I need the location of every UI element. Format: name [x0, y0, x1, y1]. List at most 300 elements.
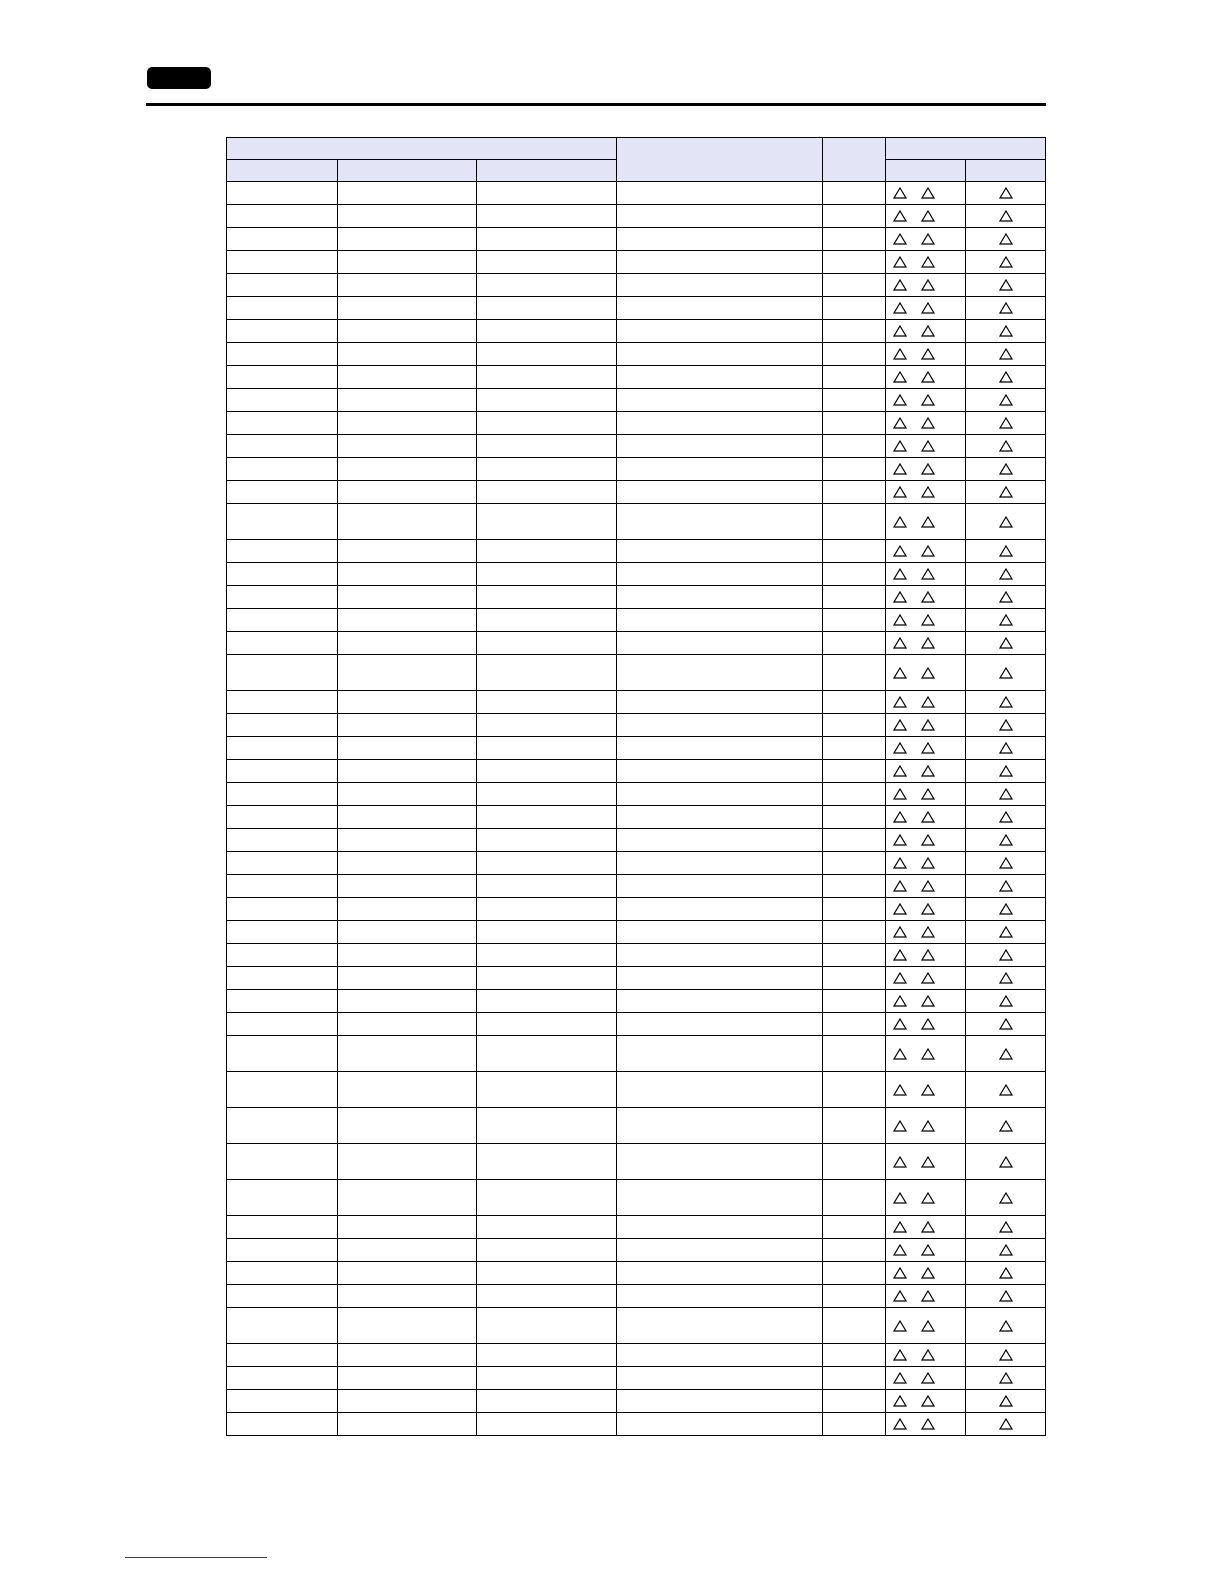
- table-body: [227, 182, 1046, 1436]
- table-cell: [823, 1413, 886, 1436]
- marker-cell: [886, 967, 966, 990]
- triangle-icon: [921, 834, 935, 846]
- table-cell: [823, 1180, 886, 1216]
- table-row: [227, 632, 1046, 655]
- table-cell: [477, 655, 617, 691]
- marker-cell: [886, 343, 966, 366]
- triangle-icon: [999, 903, 1013, 915]
- triangle-icon: [893, 233, 907, 245]
- table-cell: [617, 714, 823, 737]
- table-cell: [227, 320, 338, 343]
- triangle-icon: [921, 719, 935, 731]
- table-cell: [338, 921, 477, 944]
- table-cell: [477, 366, 617, 389]
- table-cell: [617, 182, 823, 205]
- triangle-icon: [893, 834, 907, 846]
- triangle-icon: [921, 371, 935, 383]
- triangle-icon: [921, 811, 935, 823]
- marker-cell: [886, 1072, 966, 1108]
- table-cell: [823, 1216, 886, 1239]
- table-row: [227, 655, 1046, 691]
- table-cell: [823, 1072, 886, 1108]
- table-cell: [617, 1413, 823, 1436]
- table-cell: [823, 1239, 886, 1262]
- table-cell: [823, 852, 886, 875]
- table-cell: [823, 458, 886, 481]
- table-cell: [227, 875, 338, 898]
- table-cell: [227, 1308, 338, 1344]
- table-cell: [477, 609, 617, 632]
- marker-cell: [966, 274, 1046, 297]
- triangle-icon: [893, 1395, 907, 1407]
- triangle-icon: [921, 1120, 935, 1132]
- marker-cell: [966, 1285, 1046, 1308]
- triangle-icon: [893, 1221, 907, 1233]
- triangle-icon: [999, 1221, 1013, 1233]
- table-cell: [477, 320, 617, 343]
- table-cell: [338, 1180, 477, 1216]
- table-cell: [823, 251, 886, 274]
- table-cell: [338, 586, 477, 609]
- table-cell: [823, 1367, 886, 1390]
- table-cell: [227, 586, 338, 609]
- marker-cell: [966, 182, 1046, 205]
- table-cell: [617, 691, 823, 714]
- table-cell: [338, 251, 477, 274]
- table-cell: [227, 967, 338, 990]
- table-cell: [823, 228, 886, 251]
- table-cell: [823, 563, 886, 586]
- triangle-icon: [999, 417, 1013, 429]
- table-row: [227, 829, 1046, 852]
- triangle-icon: [921, 463, 935, 475]
- triangle-icon: [893, 949, 907, 961]
- table-cell: [617, 829, 823, 852]
- marker-cell: [966, 1262, 1046, 1285]
- marker-cell: [886, 540, 966, 563]
- table-cell: [477, 274, 617, 297]
- marker-cell: [886, 760, 966, 783]
- table-row: [227, 1013, 1046, 1036]
- table-cell: [823, 783, 886, 806]
- triangle-icon: [999, 463, 1013, 475]
- triangle-icon: [893, 1267, 907, 1279]
- table-row: [227, 1390, 1046, 1413]
- triangle-icon: [893, 1372, 907, 1384]
- table-cell: [338, 1367, 477, 1390]
- marker-cell: [966, 921, 1046, 944]
- table-row: [227, 875, 1046, 898]
- table-cell: [617, 274, 823, 297]
- table-cell: [823, 481, 886, 504]
- table-row: [227, 412, 1046, 435]
- triangle-icon: [999, 1084, 1013, 1096]
- table-cell: [823, 714, 886, 737]
- table-cell: [227, 714, 338, 737]
- table-cell: [823, 760, 886, 783]
- table-cell: [823, 1308, 886, 1344]
- table-cell: [227, 412, 338, 435]
- marker-cell: [966, 586, 1046, 609]
- marker-cell: [966, 1108, 1046, 1144]
- table-cell: [617, 481, 823, 504]
- marker-cell: [966, 1013, 1046, 1036]
- triangle-icon: [999, 972, 1013, 984]
- triangle-icon: [921, 1395, 935, 1407]
- table-cell: [823, 389, 886, 412]
- triangle-icon: [921, 1221, 935, 1233]
- triangle-icon: [893, 394, 907, 406]
- triangle-icon: [999, 765, 1013, 777]
- table-cell: [477, 435, 617, 458]
- table-cell: [227, 1413, 338, 1436]
- marker-cell: [966, 1390, 1046, 1413]
- triangle-icon: [999, 742, 1013, 754]
- table-row: [227, 1285, 1046, 1308]
- triangle-icon: [921, 1418, 935, 1430]
- triangle-icon: [999, 1048, 1013, 1060]
- triangle-icon: [999, 614, 1013, 626]
- table-cell: [477, 458, 617, 481]
- triangle-icon: [999, 486, 1013, 498]
- table-row: [227, 343, 1046, 366]
- table-cell: [227, 481, 338, 504]
- table-cell: [477, 714, 617, 737]
- marker-cell: [966, 320, 1046, 343]
- header-group-a: [227, 138, 617, 160]
- table-cell: [617, 1262, 823, 1285]
- table-cell: [338, 228, 477, 251]
- triangle-icon: [999, 1372, 1013, 1384]
- marker-cell: [966, 389, 1046, 412]
- triangle-icon: [999, 440, 1013, 452]
- table-cell: [617, 967, 823, 990]
- triangle-icon: [999, 1418, 1013, 1430]
- table-cell: [227, 1367, 338, 1390]
- table-cell: [227, 898, 338, 921]
- table-row: [227, 1108, 1046, 1144]
- triangle-icon: [893, 1192, 907, 1204]
- marker-cell: [966, 251, 1046, 274]
- table-cell: [477, 691, 617, 714]
- marker-cell: [966, 714, 1046, 737]
- chapter-tab: [147, 67, 211, 89]
- table-cell: [617, 1180, 823, 1216]
- triangle-icon: [999, 834, 1013, 846]
- marker-cell: [966, 343, 1046, 366]
- triangle-icon: [999, 591, 1013, 603]
- table-cell: [823, 875, 886, 898]
- table-cell: [338, 205, 477, 228]
- table-row: [227, 389, 1046, 412]
- triangle-icon: [999, 1395, 1013, 1407]
- marker-cell: [886, 875, 966, 898]
- table-row: [227, 737, 1046, 760]
- table-cell: [227, 783, 338, 806]
- triangle-icon: [893, 1120, 907, 1132]
- table-row: [227, 458, 1046, 481]
- triangle-icon: [893, 765, 907, 777]
- table-cell: [477, 1344, 617, 1367]
- triangle-icon: [893, 325, 907, 337]
- triangle-icon: [999, 1156, 1013, 1168]
- triangle-icon: [999, 637, 1013, 649]
- table-cell: [227, 1108, 338, 1144]
- marker-cell: [886, 1308, 966, 1344]
- marker-cell: [886, 1144, 966, 1180]
- triangle-icon: [999, 995, 1013, 1007]
- table-cell: [227, 1239, 338, 1262]
- marker-cell: [966, 366, 1046, 389]
- table-cell: [823, 944, 886, 967]
- marker-cell: [886, 458, 966, 481]
- header-sub-2: [338, 160, 477, 182]
- triangle-icon: [921, 210, 935, 222]
- table-cell: [227, 182, 338, 205]
- table-row: [227, 1072, 1046, 1108]
- triangle-icon: [999, 1290, 1013, 1302]
- table-cell: [227, 990, 338, 1013]
- table-cell: [227, 1072, 338, 1108]
- table-row: [227, 274, 1046, 297]
- table-cell: [477, 944, 617, 967]
- table-cell: [227, 852, 338, 875]
- triangle-icon: [893, 719, 907, 731]
- marker-cell: [966, 1144, 1046, 1180]
- header-sub-4: [886, 160, 966, 182]
- table-cell: [617, 540, 823, 563]
- table-cell: [477, 1072, 617, 1108]
- table-cell: [617, 205, 823, 228]
- table-cell: [338, 1344, 477, 1367]
- triangle-icon: [921, 1244, 935, 1256]
- marker-cell: [886, 737, 966, 760]
- table-cell: [338, 435, 477, 458]
- marker-cell: [966, 1308, 1046, 1344]
- triangle-icon: [999, 568, 1013, 580]
- marker-cell: [886, 1239, 966, 1262]
- table-row: [227, 435, 1046, 458]
- table-cell: [338, 297, 477, 320]
- table-cell: [338, 760, 477, 783]
- table-cell: [477, 182, 617, 205]
- table-row: [227, 205, 1046, 228]
- marker-cell: [886, 504, 966, 540]
- table-cell: [477, 875, 617, 898]
- table-cell: [823, 1036, 886, 1072]
- triangle-icon: [999, 256, 1013, 268]
- table-cell: [617, 1285, 823, 1308]
- triangle-icon: [893, 995, 907, 1007]
- triangle-icon: [893, 256, 907, 268]
- table-cell: [617, 458, 823, 481]
- table-cell: [617, 609, 823, 632]
- triangle-icon: [999, 1120, 1013, 1132]
- table-cell: [227, 251, 338, 274]
- table-cell: [823, 320, 886, 343]
- triangle-icon: [999, 926, 1013, 938]
- triangle-icon: [893, 1018, 907, 1030]
- triangle-icon: [893, 637, 907, 649]
- table-cell: [227, 655, 338, 691]
- triangle-icon: [999, 1320, 1013, 1332]
- marker-cell: [886, 586, 966, 609]
- triangle-icon: [921, 233, 935, 245]
- marker-cell: [966, 205, 1046, 228]
- table-row: [227, 921, 1046, 944]
- table-row: [227, 504, 1046, 540]
- table-cell: [617, 1144, 823, 1180]
- triangle-icon: [999, 233, 1013, 245]
- table-cell: [823, 737, 886, 760]
- table-cell: [823, 898, 886, 921]
- marker-cell: [966, 435, 1046, 458]
- table-row: [227, 251, 1046, 274]
- triangle-icon: [893, 1244, 907, 1256]
- table-cell: [477, 563, 617, 586]
- spec-table: [226, 137, 1046, 1436]
- table-cell: [227, 632, 338, 655]
- table-cell: [227, 1180, 338, 1216]
- table-cell: [823, 586, 886, 609]
- table-cell: [338, 691, 477, 714]
- table-cell: [477, 806, 617, 829]
- table-cell: [617, 852, 823, 875]
- table-cell: [617, 251, 823, 274]
- table-cell: [338, 540, 477, 563]
- header-description: [617, 138, 823, 182]
- footer-link[interactable]: [125, 1557, 267, 1558]
- marker-cell: [886, 297, 966, 320]
- triangle-icon: [921, 591, 935, 603]
- table-cell: [617, 632, 823, 655]
- triangle-icon: [921, 637, 935, 649]
- triangle-icon: [999, 788, 1013, 800]
- triangle-icon: [893, 302, 907, 314]
- marker-cell: [886, 691, 966, 714]
- marker-cell: [966, 1344, 1046, 1367]
- triangle-icon: [921, 440, 935, 452]
- triangle-icon: [999, 516, 1013, 528]
- table-cell: [338, 1308, 477, 1344]
- marker-cell: [886, 1180, 966, 1216]
- table-cell: [338, 967, 477, 990]
- table-cell: [338, 609, 477, 632]
- table-row: [227, 228, 1046, 251]
- header-sub-5: [966, 160, 1046, 182]
- triangle-icon: [921, 614, 935, 626]
- table-cell: [617, 563, 823, 586]
- triangle-icon: [921, 696, 935, 708]
- marker-cell: [886, 389, 966, 412]
- table-cell: [823, 829, 886, 852]
- table-row: [227, 990, 1046, 1013]
- triangle-icon: [921, 1372, 935, 1384]
- marker-cell: [886, 228, 966, 251]
- table-cell: [617, 228, 823, 251]
- table-cell: [617, 1367, 823, 1390]
- triangle-icon: [921, 545, 935, 557]
- triangle-icon: [893, 696, 907, 708]
- marker-cell: [966, 1413, 1046, 1436]
- marker-cell: [886, 481, 966, 504]
- triangle-icon: [921, 742, 935, 754]
- marker-cell: [966, 944, 1046, 967]
- marker-cell: [966, 691, 1046, 714]
- table-cell: [617, 297, 823, 320]
- table-cell: [823, 691, 886, 714]
- table-cell: [617, 806, 823, 829]
- table-row: [227, 366, 1046, 389]
- marker-cell: [886, 609, 966, 632]
- table-cell: [477, 852, 617, 875]
- triangle-icon: [893, 903, 907, 915]
- marker-cell: [966, 481, 1046, 504]
- table-cell: [227, 228, 338, 251]
- table-cell: [823, 632, 886, 655]
- table-cell: [823, 435, 886, 458]
- triangle-icon: [999, 545, 1013, 557]
- table-cell: [227, 540, 338, 563]
- table-cell: [338, 990, 477, 1013]
- table-cell: [823, 297, 886, 320]
- table-cell: [617, 343, 823, 366]
- triangle-icon: [921, 325, 935, 337]
- table-cell: [227, 609, 338, 632]
- table-cell: [477, 829, 617, 852]
- table-cell: [227, 691, 338, 714]
- table-cell: [338, 1036, 477, 1072]
- table-cell: [477, 1108, 617, 1144]
- table-cell: [338, 366, 477, 389]
- table-row: [227, 297, 1046, 320]
- triangle-icon: [999, 811, 1013, 823]
- table-cell: [823, 1285, 886, 1308]
- triangle-icon: [893, 187, 907, 199]
- marker-cell: [966, 1180, 1046, 1216]
- table-cell: [617, 389, 823, 412]
- table-cell: [338, 320, 477, 343]
- table-row: [227, 586, 1046, 609]
- table-row: [227, 1144, 1046, 1180]
- triangle-icon: [999, 325, 1013, 337]
- table-cell: [227, 737, 338, 760]
- triangle-icon: [893, 371, 907, 383]
- table-cell: [338, 389, 477, 412]
- triangle-icon: [999, 880, 1013, 892]
- table-cell: [823, 366, 886, 389]
- table-cell: [477, 921, 617, 944]
- table-cell: [617, 944, 823, 967]
- marker-cell: [966, 829, 1046, 852]
- triangle-icon: [893, 1048, 907, 1060]
- triangle-icon: [893, 417, 907, 429]
- triangle-icon: [893, 857, 907, 869]
- triangle-icon: [921, 1320, 935, 1332]
- table-cell: [477, 1180, 617, 1216]
- triangle-icon: [921, 1018, 935, 1030]
- marker-cell: [886, 182, 966, 205]
- marker-cell: [886, 783, 966, 806]
- table-row: [227, 481, 1046, 504]
- triangle-icon: [893, 1418, 907, 1430]
- marker-cell: [966, 967, 1046, 990]
- marker-cell: [886, 412, 966, 435]
- table-cell: [617, 898, 823, 921]
- table-cell: [617, 1216, 823, 1239]
- header-sub-3: [477, 160, 617, 182]
- table-cell: [227, 1036, 338, 1072]
